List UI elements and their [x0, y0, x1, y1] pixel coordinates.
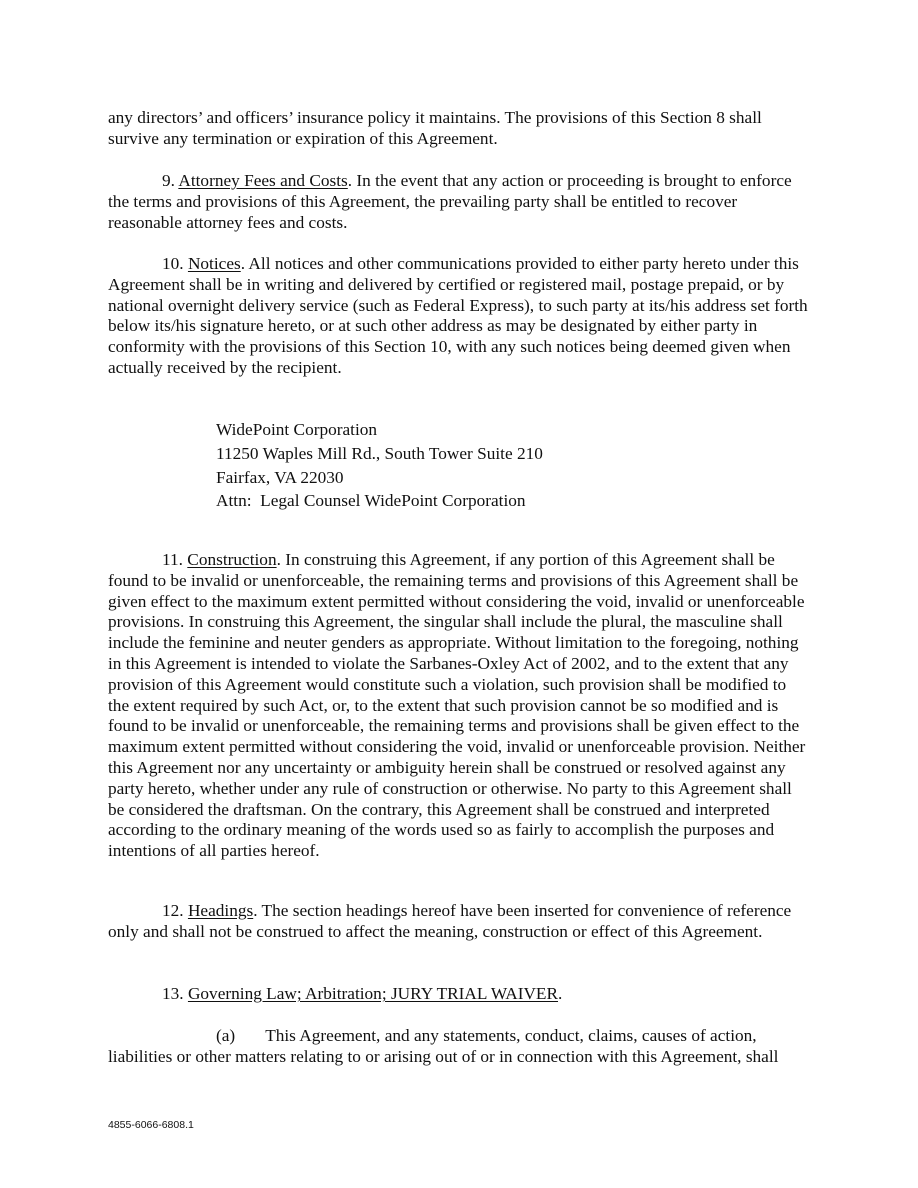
- paragraph-section-8-end: any directors’ and officers’ insurance policy it maintains. The provisions of this Section 8 shall survive any termination or expiration of this Agreement.: [108, 108, 762, 148]
- section-10-body: . All notices and other communications provided to either party hereto under this Agreement shall be in writing and delivered by certified or registered mail, postage prepaid, or by national overnight delivery service (such as Federal Express), to such party at its/his address set forth below its/his signature hereto, or at such other address as may be designated by either party in conformity with the provisions of this Section 10, with any such notices being deemed given when actually received by the recipient.: [108, 254, 808, 377]
- section-11-number: 11.: [162, 550, 183, 569]
- section-11-heading: Construction: [187, 550, 277, 569]
- section-9-body: . In the event that any action or proceeding is brought to enforce the terms and provisions of this Agreement, the prevailing party shall be entitled to recover reasonable attorney fees and costs.: [108, 171, 792, 232]
- section-13-heading: Governing Law; Arbitration; JURY TRIAL WAIVER: [187, 984, 559, 1003]
- address-line: Attn: Legal Counsel WidePoint Corporation: [216, 491, 526, 511]
- section-13a-label: (a): [216, 1026, 236, 1045]
- section-11: [108, 550, 810, 862]
- section-13-body: .: [558, 984, 563, 1003]
- section-9-number: 9.: [162, 171, 175, 190]
- section-11-body: . In construing this Agreement, if any portion of this Agreement shall be found to be invalid or unenforceable, the remaining terms and provisions of this Agreement shall be given effect to the maximum extent permitted without considering the void, invalid or unenforceable provisions. In construing this Agreement, the singular shall include the plural, the masculine shall include the feminine and neuter genders as appropriate. Without limitation to the foregoing, nothing in this Agreement is intended to violate the Sarbanes-Oxley Act of 2002, and to the extent that any provision of this Agreement would constitute such a violation, such provision shall be modified to the extent required by such Act, or, to the extent that such provision cannot be so modified and is found to be invalid or unenforceable, the remaining terms and provisions shall be given effect to the maximum extent permitted without considering the void, invalid or unenforceable provision. Neither this Agreement nor any uncertainty or ambiguity herein shall be construed or resolved against any party hereto, whether under any rule of construction or otherwise. No party to this Agreement shall be considered the draftsman. On the contrary, this Agreement shall be construed and interpreted according to the ordinary meaning of the words used so as fairly to accomplish the purposes and intentions of all parties hereof.: [108, 550, 806, 861]
- address-line: Fairfax, VA 22030: [216, 467, 344, 487]
- section-10-heading: Notices: [187, 254, 241, 273]
- address-line: 11250 Waples Mill Rd., South Tower Suite 210: [216, 443, 543, 463]
- section-13: [108, 984, 810, 1005]
- section-13a-body: This Agreement, and any statements, conduct, claims, causes of action, liabilities or other matters relating to or arising out of or in connection with this Agreement, shall: [108, 1026, 779, 1066]
- section-12-heading: Headings: [187, 901, 254, 920]
- section-9-heading: Attorney Fees and Costs: [178, 171, 348, 190]
- section-12-body: . The section headings hereof have been inserted for convenience of reference only and shall not be construed to affect the meaning, construction or effect of this Agreement.: [108, 901, 792, 941]
- section-12-number: 12.: [162, 901, 184, 920]
- section-9: [108, 171, 810, 233]
- section-13a: [108, 1026, 810, 1068]
- section-10: [108, 254, 810, 379]
- section-13-number: 13.: [162, 984, 184, 1003]
- address-line: WidePoint Corporation: [216, 420, 378, 439]
- document-footer-id: 4855-6066-6808.1: [108, 1119, 194, 1131]
- section-10-number: 10.: [162, 254, 184, 273]
- notice-address-block: [216, 418, 816, 513]
- section-12: [108, 901, 810, 943]
